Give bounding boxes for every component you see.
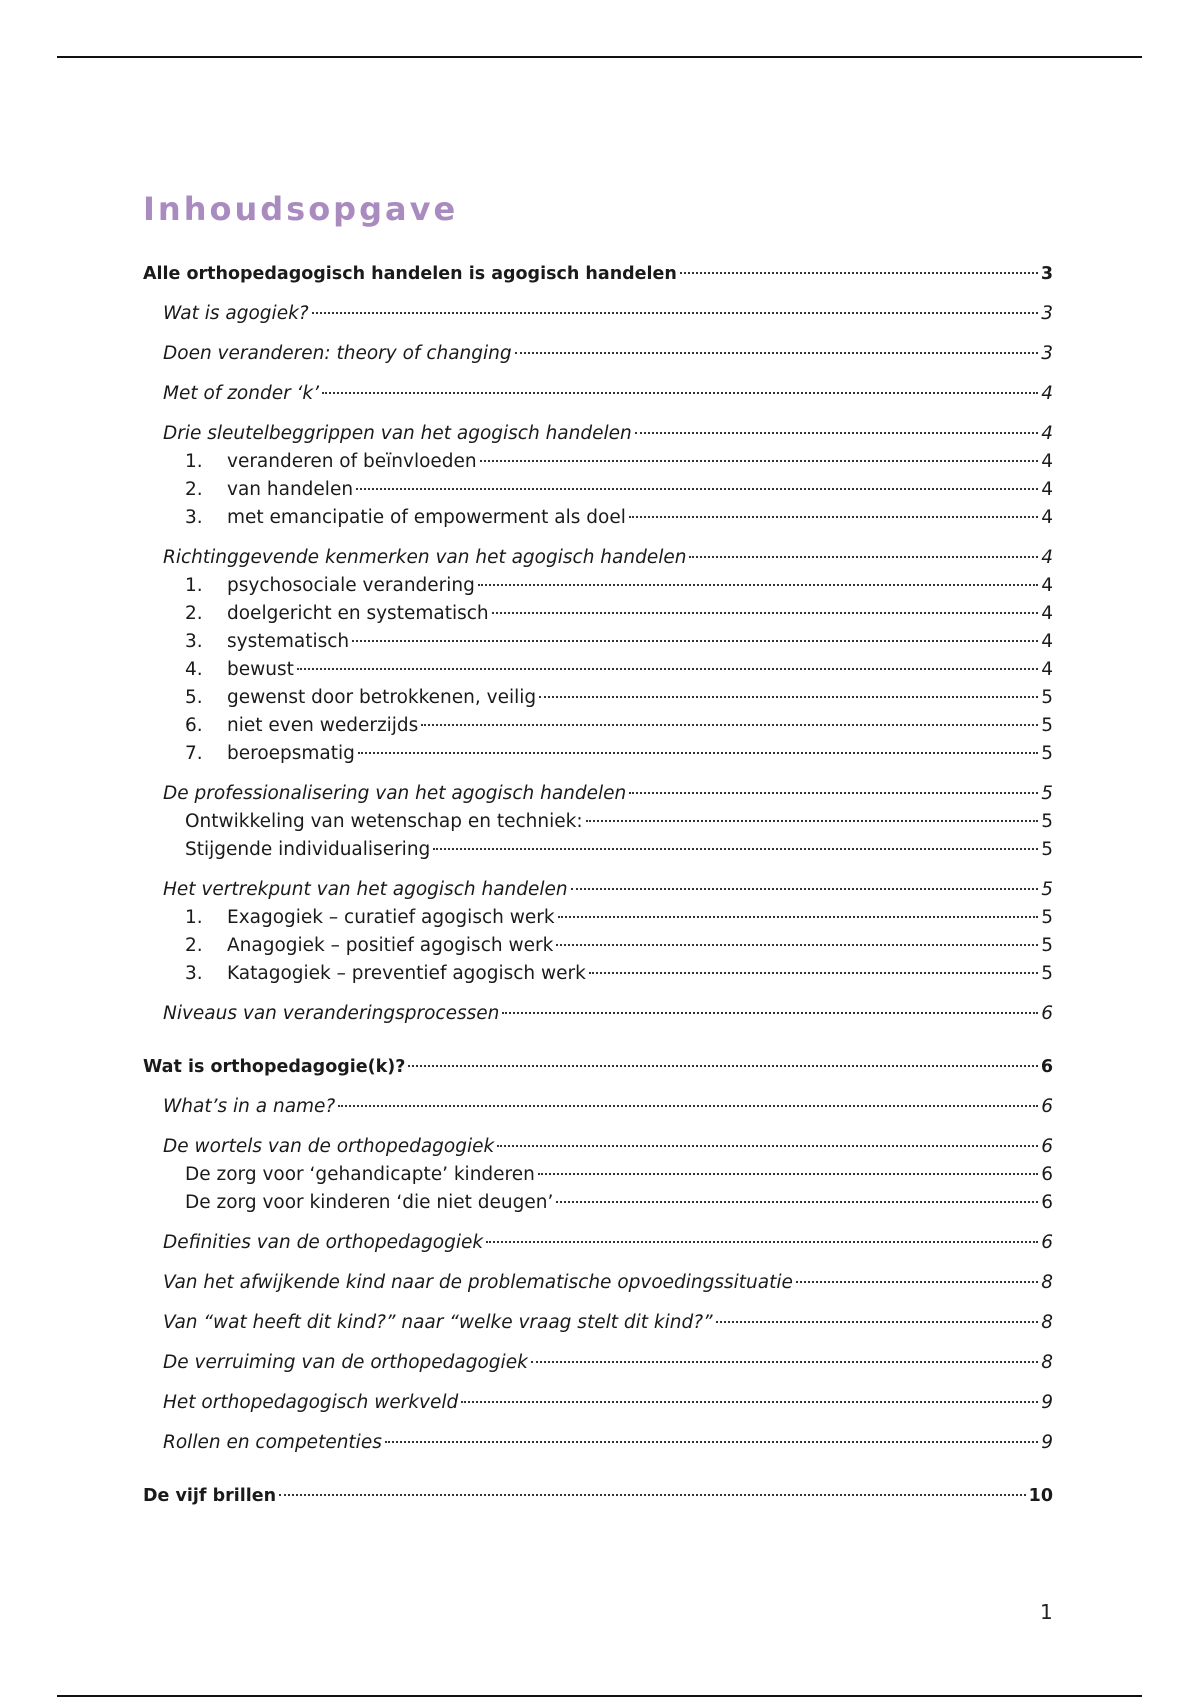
toc-entry[interactable]	[185, 602, 1053, 626]
toc-entry-number: 1.	[185, 575, 203, 596]
dot-leader	[635, 432, 1038, 434]
toc-entry-title: Van het afwijkende kind naar de problematische opvoedingssituatie	[163, 1272, 793, 1293]
dot-leader	[558, 916, 1039, 918]
toc-entry[interactable]	[163, 1002, 1053, 1026]
toc-entry-number: 1.	[185, 907, 203, 928]
toc-entry[interactable]	[185, 478, 1053, 502]
dot-leader	[497, 1145, 1038, 1147]
toc-entry-page: 6	[1041, 1096, 1053, 1117]
toc-entry-number: 6.	[185, 715, 203, 736]
toc-entry[interactable]	[185, 574, 1053, 598]
toc-entry-number: 3.	[185, 963, 203, 984]
toc-entry-page: 6	[1041, 1003, 1053, 1024]
toc-entry-number: 1.	[185, 451, 203, 472]
toc-entry-page: 4	[1041, 547, 1053, 568]
toc-entry-title: veranderen of beïnvloeden	[227, 451, 477, 472]
toc-entry-page: 5	[1041, 935, 1053, 956]
toc-entry-title: Katagogiek – preventief agogisch werk	[227, 963, 586, 984]
dot-leader	[556, 1201, 1038, 1203]
dot-leader	[629, 516, 1038, 518]
toc-entry[interactable]	[163, 546, 1053, 570]
dot-leader	[358, 752, 1038, 754]
toc-entry-page: 4	[1041, 383, 1053, 404]
toc-entry-title: niet even wederzijds	[227, 715, 419, 736]
dot-leader	[478, 584, 1038, 586]
toc-entry[interactable]	[163, 422, 1053, 446]
toc-entry-page: 5	[1041, 743, 1053, 764]
toc-entry-title: Rollen en competenties	[163, 1432, 382, 1453]
toc-entry[interactable]	[163, 1271, 1053, 1295]
toc-entry-title: Niveaus van veranderingsprocessen	[163, 1003, 500, 1024]
dot-leader	[421, 724, 1038, 726]
dot-leader	[385, 1441, 1038, 1443]
toc-entry-page: 3	[1041, 303, 1053, 324]
toc-entry-page: 6	[1041, 1164, 1053, 1185]
dot-leader	[586, 820, 1039, 822]
toc-entry[interactable]	[143, 1055, 1053, 1079]
toc-entry-page: 4	[1041, 631, 1053, 652]
toc-entry-page: 6	[1041, 1136, 1053, 1157]
toc-entry-title: Exagogiek – curatief agogisch werk	[227, 907, 555, 928]
toc-entry-title: Definities van de orthopedagogiek	[163, 1232, 484, 1253]
toc-entry-page: 8	[1041, 1312, 1053, 1333]
toc-entry-page: 6	[1041, 1232, 1053, 1253]
dot-leader	[492, 612, 1039, 614]
toc-entry[interactable]	[185, 906, 1053, 930]
toc-entry[interactable]	[185, 1191, 1053, 1215]
toc-entry-title: van handelen	[227, 479, 354, 500]
toc-entry[interactable]	[185, 810, 1053, 834]
dot-leader	[538, 1173, 1038, 1175]
toc-entry-page: 5	[1041, 963, 1053, 984]
dot-leader	[539, 696, 1038, 698]
toc-entry-page: 9	[1041, 1392, 1053, 1413]
toc-entry-page: 6	[1041, 1192, 1053, 1213]
dot-leader	[716, 1321, 1039, 1323]
dot-leader	[589, 972, 1038, 974]
dot-leader	[480, 460, 1039, 462]
toc-entry-title: De wortels van de orthopedagogiek	[163, 1136, 495, 1157]
toc-entry[interactable]	[185, 714, 1053, 738]
toc-entry-page: 4	[1041, 507, 1053, 528]
toc-entry-page: 4	[1041, 575, 1053, 596]
page-title: Inhoudsopgave	[143, 190, 459, 228]
toc-entry[interactable]	[163, 382, 1053, 406]
toc-entry[interactable]	[185, 934, 1053, 958]
toc-entry[interactable]	[163, 1391, 1053, 1415]
toc-entry-title: Wat is orthopedagogie(k)?	[143, 1057, 406, 1077]
dot-leader	[408, 1065, 1037, 1067]
toc-entry-page: 8	[1041, 1272, 1053, 1293]
toc-entry-page: 4	[1041, 659, 1053, 680]
toc-entry-page: 5	[1041, 783, 1053, 804]
toc-entry-title: beroepsmatig	[227, 743, 355, 764]
toc-entry-page: 3	[1041, 343, 1053, 364]
toc-entry-title: De professionalisering van het agogisch handelen	[163, 783, 627, 804]
toc-entry-page: 5	[1041, 715, 1053, 736]
dot-leader	[356, 488, 1038, 490]
toc-entry-title: Doen veranderen: theory of changing	[163, 343, 512, 364]
toc-entry-title: De zorg voor ‘gehandicapte’ kinderen	[185, 1164, 535, 1185]
toc-entry[interactable]	[163, 1311, 1053, 1335]
toc-entry-number: 7.	[185, 743, 203, 764]
toc-entry-number: 3.	[185, 507, 203, 528]
toc-entry-page: 5	[1041, 839, 1053, 860]
toc-entry-title: Richtinggevende kenmerken van het agogisch handelen	[163, 547, 687, 568]
dot-leader	[338, 1105, 1038, 1107]
toc-entry-title: Het vertrekpunt van het agogisch handelen	[163, 879, 568, 900]
page-number: 1	[1040, 1600, 1053, 1624]
toc-entry[interactable]	[185, 742, 1053, 766]
toc-entry[interactable]	[163, 342, 1053, 366]
toc-entry-page: 8	[1041, 1352, 1053, 1373]
dot-leader	[531, 1361, 1038, 1363]
toc-entry-page: 3	[1040, 264, 1053, 284]
toc-entry[interactable]	[143, 1484, 1053, 1508]
dot-leader	[796, 1281, 1038, 1283]
toc-entry-number: 2.	[185, 479, 203, 500]
header-rule	[57, 56, 1142, 58]
toc-entry-page: 9	[1041, 1432, 1053, 1453]
toc-entry-title: Drie sleutelbeggrippen van het agogisch handelen	[163, 423, 632, 444]
dot-leader	[502, 1012, 1038, 1014]
toc-entry-page: 10	[1028, 1486, 1053, 1506]
toc-entry[interactable]	[163, 1095, 1053, 1119]
toc-entry-title: doelgericht en systematisch	[227, 603, 489, 624]
toc-entry-page: 5	[1041, 879, 1053, 900]
dot-leader	[461, 1401, 1038, 1403]
toc-entry[interactable]	[163, 1431, 1053, 1455]
dot-leader	[352, 640, 1038, 642]
toc-entry-title: De verruiming van de orthopedagogiek	[163, 1352, 528, 1373]
toc-entry[interactable]	[185, 838, 1053, 862]
dot-leader	[556, 944, 1038, 946]
toc-entry-page: 4	[1041, 423, 1053, 444]
dot-leader	[486, 1241, 1038, 1243]
dot-leader	[689, 556, 1038, 558]
toc-entry-number: 2.	[185, 603, 203, 624]
toc-entry-title: systematisch	[227, 631, 350, 652]
toc-entry-title: De zorg voor kinderen ‘die niet deugen’	[185, 1192, 554, 1213]
dot-leader	[629, 792, 1038, 794]
toc-entry-number: 3.	[185, 631, 203, 652]
toc-entry-page: 4	[1041, 479, 1053, 500]
toc-entry[interactable]	[185, 506, 1053, 530]
toc-entry-title: Van “wat heeft dit kind?” naar “welke vraag stelt dit kind?”	[163, 1312, 713, 1333]
toc-entry[interactable]	[143, 262, 1053, 286]
toc-entry-title: De vijf brillen	[143, 1486, 277, 1506]
toc-entry-number: 2.	[185, 935, 203, 956]
toc-entry-page: 5	[1041, 687, 1053, 708]
toc-entry-title: Stijgende individualisering	[185, 839, 431, 860]
toc-entry-title: psychosociale verandering	[227, 575, 475, 596]
toc-entry[interactable]	[185, 686, 1053, 710]
toc-entry-page: 6	[1040, 1057, 1053, 1077]
toc-entry-title: bewust	[227, 659, 294, 680]
toc-entry[interactable]	[185, 450, 1053, 474]
footer-rule	[57, 1695, 1142, 1697]
toc-entry-title: Ontwikkeling van wetenschap en techniek:	[185, 811, 583, 832]
dot-leader	[433, 848, 1038, 850]
toc-entry-title: Alle orthopedagogisch handelen is agogisch handelen	[143, 264, 677, 284]
toc-entry-page: 4	[1041, 603, 1053, 624]
toc-entry-page: 5	[1041, 907, 1053, 928]
toc-entry[interactable]	[163, 1135, 1053, 1159]
toc-entry-title: Het orthopedagogisch werkveld	[163, 1392, 459, 1413]
dot-leader	[680, 272, 1038, 274]
toc-entry-title: Anagogiek – positief agogisch werk	[227, 935, 554, 956]
toc-entry-title: Met of zonder ‘k’	[163, 383, 320, 404]
dot-leader	[571, 888, 1039, 890]
dot-leader	[279, 1494, 1026, 1496]
toc-entry[interactable]	[163, 302, 1053, 326]
dot-leader	[322, 392, 1038, 394]
dot-leader	[515, 352, 1039, 354]
toc-entry-number: 4.	[185, 659, 203, 680]
toc-entry-page: 4	[1041, 451, 1053, 472]
toc-entry[interactable]	[163, 782, 1053, 806]
toc-entry[interactable]	[185, 962, 1053, 986]
toc-entry-number: 5.	[185, 687, 203, 708]
toc-entry-title: met emancipatie of empowerment als doel	[227, 507, 626, 528]
toc-entry-title: Wat is agogiek?	[163, 303, 309, 324]
toc-entry[interactable]	[163, 878, 1053, 902]
toc-entry[interactable]	[163, 1351, 1053, 1375]
dot-leader	[297, 668, 1038, 670]
dot-leader	[312, 312, 1039, 314]
toc-entry[interactable]	[185, 658, 1053, 682]
toc-entry-title: gewenst door betrokkenen, veilig	[227, 687, 537, 708]
toc-entry-title: What’s in a name?	[163, 1096, 336, 1117]
toc-entry[interactable]	[185, 630, 1053, 654]
toc-entry-page: 5	[1041, 811, 1053, 832]
toc-entry[interactable]	[163, 1231, 1053, 1255]
toc-entry[interactable]	[185, 1163, 1053, 1187]
